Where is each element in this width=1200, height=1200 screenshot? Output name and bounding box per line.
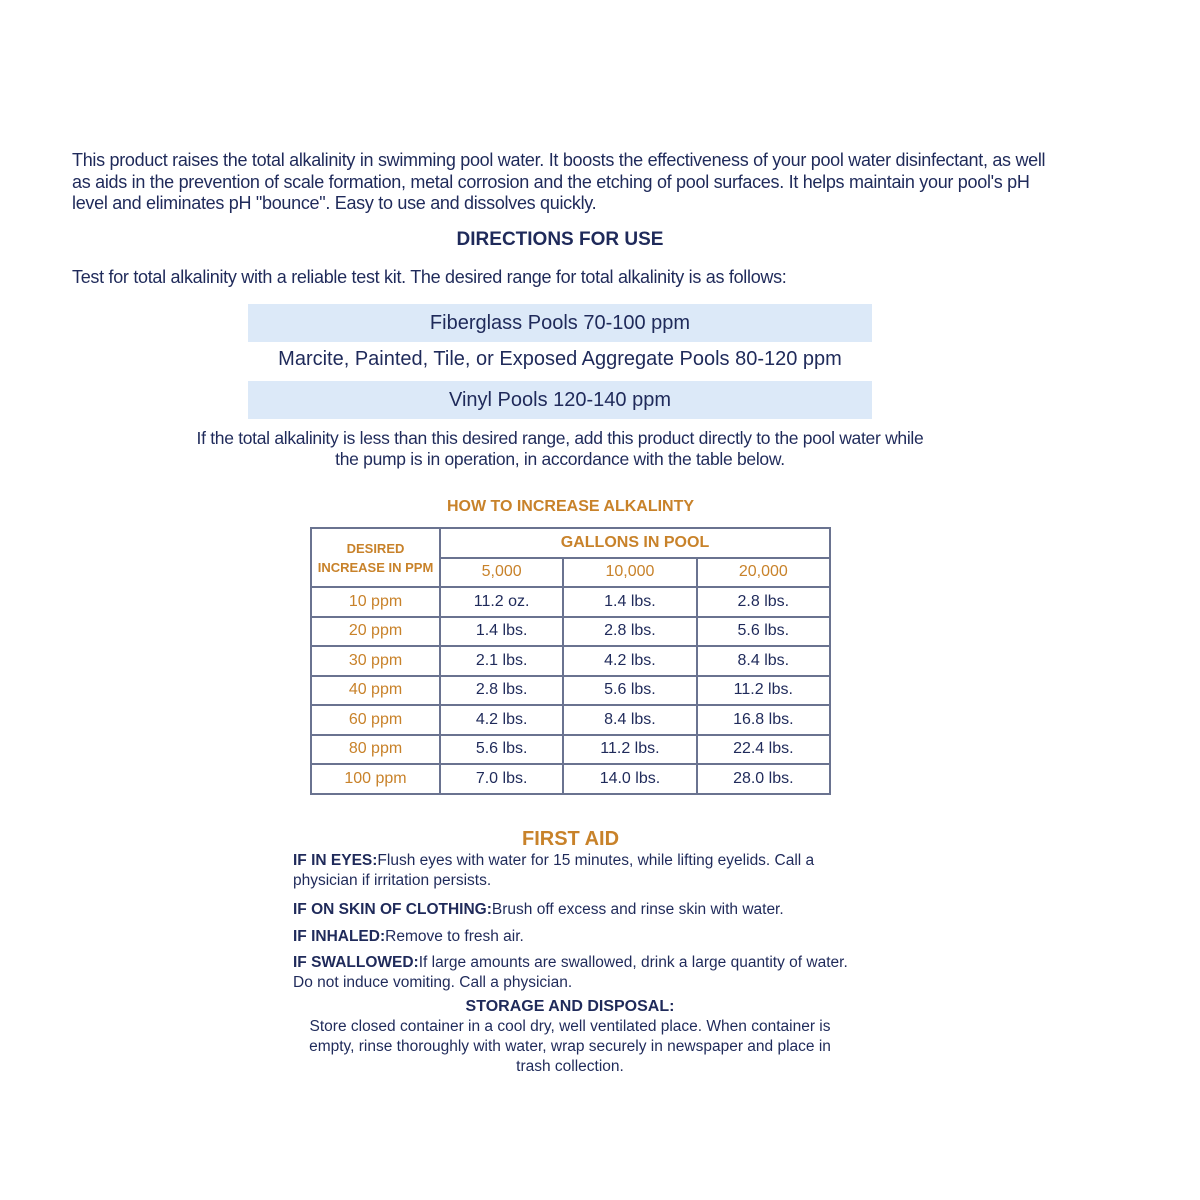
dose-cell: 8.4 lbs. [697,646,830,676]
text: Brush off excess and rinse skin with water. [491,901,784,918]
col-header: 10,000 [563,558,696,588]
table-row [311,676,830,706]
label: IF INHALED: [293,928,386,945]
dose-cell: 2.1 lbs. [440,646,563,676]
directions-test-text: Test for total alkalinity with a reliable test kit. The desired range for total alkalinity is as follows: [72,267,787,287]
table-row [311,617,830,647]
storage-text: Store closed container in a cool dry, well ventilated place. When container is empty, rinse thoroughly with water, wrap securely in newspaper and place in trash collection. [309,1018,831,1075]
col-header: 5,000 [440,558,563,588]
dose-cell: 11.2 lbs. [697,676,830,706]
ppm-cell: 20 ppm [311,617,440,647]
ppm-cell: 30 ppm [311,646,440,676]
table-row [311,587,830,617]
dose-cell: 5.6 lbs. [440,735,563,765]
storage-title: STORAGE AND DISPOSAL: [465,998,675,1015]
first-aid-inhaled [293,927,873,947]
label: IF SWALLOWED: [293,954,419,971]
dose-cell: 7.0 lbs. [440,764,563,794]
dose-cell: 11.2 lbs. [563,735,696,765]
table-row [311,735,830,765]
text: Flush eyes with water for 15 minutes, while lifting eyelids. Call a physician if irritation persists. [293,852,815,889]
range-fiberglass: Fiberglass Pools 70-100 ppm [248,304,872,342]
first-aid-title: FIRST AID [521,828,620,850]
dose-cell: 5.6 lbs. [563,676,696,706]
dose-cell: 14.0 lbs. [563,764,696,794]
directions-title: DIRECTIONS FOR USE [456,229,664,250]
text: Remove to fresh air. [385,928,524,945]
ppm-cell: 60 ppm [311,705,440,735]
dose-cell: 4.2 lbs. [440,705,563,735]
product-description: This product raises the total alkalinity in swimming pool water. It boosts the effectiveness of your pool water disinfectant, as well as aids in the prevention of scale formation, metal corrosion and the etching of pool surfaces. It helps maintain your pool's pH level and eliminates pH "bounce". Easy to use and dissolves quickly. [72,150,1046,213]
range-vinyl: Vinyl Pools 120-140 ppm [248,381,872,419]
dosage-table [310,527,831,795]
dose-cell: 2.8 lbs. [697,587,830,617]
label: IF ON SKIN OF CLOTHING: [293,901,492,918]
dose-cell: 16.8 lbs. [697,705,830,735]
ppm-cell: 100 ppm [311,764,440,794]
ppm-cell: 80 ppm [311,735,440,765]
directions-note: If the total alkalinity is less than this desired range, add this product directly to the pool water while the pump is in operation, in accordance with the table below. [196,428,924,469]
first-aid-eyes [293,851,873,891]
dose-cell: 11.2 oz. [440,587,563,617]
text: If large amounts are swallowed, drink a large quantity of water. Do not induce vomiting. Call a physician. [293,954,848,991]
dose-cell: 5.6 lbs. [697,617,830,647]
range-marcite: Marcite, Painted, Tile, or Exposed Aggregate Pools 80-120 ppm [278,348,842,370]
ppm-cell: 40 ppm [311,676,440,706]
table-row [311,705,830,735]
group-header: GALLONS IN POOL [440,528,830,558]
table-row [311,764,830,794]
row-header: DESIRED INCREASE IN PPM [311,528,440,587]
col-header: 20,000 [697,558,830,588]
label: IF IN EYES: [293,852,378,869]
dose-cell: 2.8 lbs. [440,676,563,706]
dose-cell: 1.4 lbs. [440,617,563,647]
first-aid-skin [293,900,873,920]
dose-cell: 1.4 lbs. [563,587,696,617]
dose-cell: 22.4 lbs. [697,735,830,765]
dose-cell: 2.8 lbs. [563,617,696,647]
dose-cell: 4.2 lbs. [563,646,696,676]
table-title: HOW TO INCREASE ALKALINTY [446,498,695,515]
table-row [311,646,830,676]
dose-cell: 8.4 lbs. [563,705,696,735]
first-aid-swallowed [293,953,853,993]
ppm-cell: 10 ppm [311,587,440,617]
dose-cell: 28.0 lbs. [697,764,830,794]
